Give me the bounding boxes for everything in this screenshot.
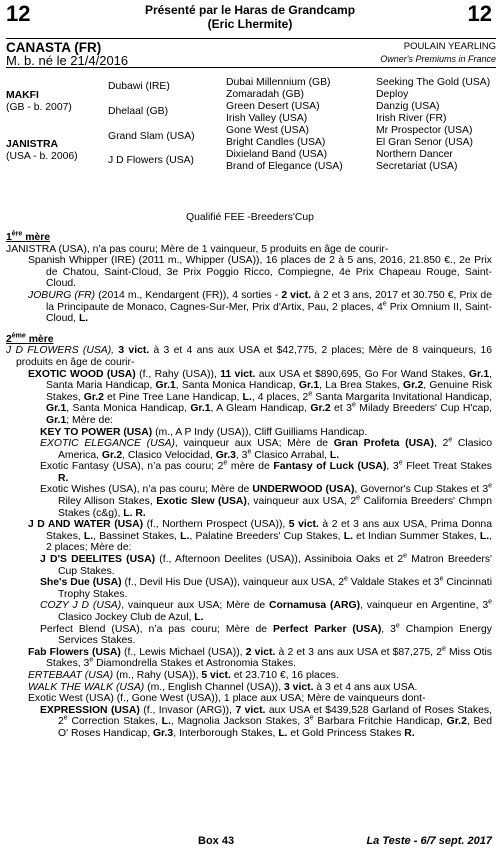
- produce-entry: J D'S DEELITES (USA) (f., Afternoon Deelites (USA)), Assiniboia Oaks et 2e Matron Breeders' Cup Stakes.: [40, 552, 493, 577]
- grandparent: J D Flowers (USA): [108, 155, 195, 166]
- horse-name: CANASTA (FR): [6, 40, 102, 55]
- great-grandparent: Bright Candles (USA): [226, 137, 326, 148]
- great-grandparent: Gone West (USA): [226, 125, 309, 136]
- grandparent: Grand Slam (USA): [108, 131, 195, 142]
- ggg-parent: Mr Prospector (USA): [376, 125, 473, 136]
- horse-birth: M. b. né le 21/4/2016: [6, 53, 129, 68]
- presenter: [80, 3, 420, 31]
- page-footer: [0, 836, 500, 852]
- ggg-parent: Seeking The Gold (USA): [376, 77, 491, 88]
- ggg-parent: Deploy: [376, 89, 409, 100]
- sire-name: MAKFI: [6, 90, 39, 101]
- produce-entry: Perfect Blend (USA), n’a pas couru; Mère de Perfect Parker (USA), 3e Champion Energy Services Stakes.: [40, 622, 493, 647]
- produce-entry: ERTEBAAT (USA) (m., Rahy (USA)), 5 vict. et 23.710 €, 16 places.: [28, 669, 339, 681]
- produce-record: [6, 232, 492, 740]
- ggg-parent: Danzig (USA): [376, 101, 440, 112]
- produce-entry: EXPRESSION (USA) (f., Invasor (ARG)), 7 vict. aux USA et $439,528 Garland of Roses Stakes, 2e Correction Stakes, L., Magnolia Jackson Stakes, 3e Barbara Fritchie Handicap, Gr.2, Bed O' Roses Handicap, Gr.3, Interborough Stakes, L. et Gold Princess Stakes R.: [40, 704, 493, 739]
- produce-entry: Fab Flowers (USA) (f., Lewis Michael (USA)), 2 vict. à 2 et 3 ans aux USA et $87,275, 2e Miss Otis Stakes, 3e Diamondrella Stakes et Astronomia Stakes.: [28, 645, 492, 670]
- produce-entry: Exotic Fantasy (USA), n’a pas couru; 2e mère de Fantasy of Luck (USA), 3e Fleet Treat Stakes R.: [40, 459, 492, 484]
- lot-number-right: 12: [467, 1, 492, 26]
- second-dam-entry: J D FLOWERS (USA), 3 vict. à 3 et 4 ans aux USA et $42,775, 2 places; Mère de 8 vainqueurs, 16 produits en âge de courir-: [6, 345, 492, 368]
- produce-entry: Exotic Wishes (USA), n’a pas couru; Mère de UNDERWOOD (USA), Governor's Cup Stakes et 3e Riley Allison Stakes, Exotic Slew (USA), vainqueur aux USA, 2e California Breeders' Chmpn Stakes (c&g), L. R.: [40, 483, 493, 519]
- dam-info: (USA - b. 2006): [6, 151, 78, 162]
- section-title-second-dam: 2ème mère: [6, 332, 54, 345]
- great-grandparent: Dixieland Band (USA): [226, 149, 328, 160]
- grandparent: Dhelaal (GB): [108, 106, 169, 117]
- grandparent: Dubawi (IRE): [108, 81, 170, 92]
- pedigree-table: [0, 77, 500, 177]
- produce-entry: Exotic West (USA) (f., Gone West (USA)), 1 place aux USA; Mère de vainqueurs dont-: [28, 693, 426, 705]
- horse-sex-label: POULAIN YEARLING: [403, 41, 496, 52]
- produce-entry: She's Due (USA) (f., Devil His Due (USA)), vainqueur aux USA, 2e Valdale Stakes et 3e Cincinnati Trophy Stakes.: [40, 575, 493, 600]
- qualification-line: Qualifié FEE -Breeders'Cup: [186, 212, 314, 223]
- great-grandparent: Green Desert (USA): [226, 101, 320, 112]
- owners-premium-label: Owner's Premiums in France: [380, 54, 496, 64]
- sire-info: (GB - b. 2007): [6, 102, 72, 113]
- horse-name-band: [6, 38, 496, 68]
- presenter-line-1: Présenté par le Haras de Grandcamp: [144, 3, 356, 17]
- ggg-parent: El Gran Senor (USA): [376, 137, 474, 148]
- great-grandparent: Dubai Millennium (GB): [226, 77, 331, 88]
- great-grandparent: Brand of Elegance (USA): [226, 161, 343, 172]
- great-grandparent: Irish Valley (USA): [226, 113, 308, 124]
- produce-entry: Spanish Whipper (IRE) (2011 m., Whipper (USA)), 16 places de 2 à 5 ans, 2016, 21.850 €., 2e Prix de Chatou, Saint-Cloud, 3e Prix Poggio Ricco, Compiegne, 4e Prix Chapeau Rouge, Saint-Cloud.: [28, 255, 492, 290]
- sale-venue-date: La Teste - 6/7 sept. 2017: [366, 835, 492, 847]
- produce-entry: EXOTIC WOOD (USA) (f., Rahy (USA)), 11 vict. aux USA et $890,695, Go For Wand Stakes, Gr.1, Santa Maria Handicap, Gr.1, Santa Monica Handicap, Gr.1, La Brea Stakes, Gr.2, Genuine Risk Stakes, Gr.2 et Pine Tree Lane Handicap, L., 4 places, 2e Santa Margarita Invitational Handicap, Gr.1, Santa Monica Handicap, Gr.1, A Gleam Handicap, Gr.2 et 3e Milady Breeders' Cup H'cap, Gr.1; Mère de:: [28, 368, 493, 426]
- lot-number-left: 12: [6, 1, 31, 26]
- ggg-parent: Northern Dancer: [376, 149, 453, 160]
- presenter-line-2: (Eric Lhermite): [207, 17, 293, 31]
- first-dam-entry: JANISTRA (USA), n’a pas couru; Mère de 1 vainqueur, 5 produits en âge de courir-: [6, 243, 389, 255]
- box-number: Box 43: [198, 835, 235, 847]
- produce-entry: EXOTIC ELEGANCE (USA), vainqueur aux USA; Mère de Gran Profeta (USA), 2e Clasico America, Gr.2, Clasico Velocidad, Gr.3, 3e Clasico Arrabal, L.: [40, 436, 492, 461]
- produce-entry: COZY J D (USA), vainqueur aux USA; Mère de Cornamusa (ARG), vainqueur en Argentine, 3e Clasico Jockey Club de Azul, L.: [40, 598, 492, 623]
- ggg-parent: Secretariat (USA): [376, 161, 458, 172]
- dam-name: JANISTRA: [6, 139, 58, 150]
- produce-entry: WALK THE WALK (USA) (m., English Channel (USA)), 3 vict. à 3 et 4 ans aux USA.: [28, 681, 418, 693]
- produce-entry: KEY TO POWER (USA) (m., A P Indy (USA)), Cliff Guilliams Handicap.: [40, 426, 368, 438]
- great-grandparent: Zomaradah (GB): [226, 89, 304, 100]
- produce-entry: JOBURG (FR) (2014 m., Kendargent (FR)), 4 sorties - 2 vict. à 2 et 3 ans, 2017 et 30.750 €, Prix de la Principaute de Monaco, Cagnes-Sur-Mer, Prix d'Artix, Pau, 2 places, 4e Prix Omnium II, Saint-Cloud, L.: [28, 289, 492, 325]
- ggg-parent: Irish River (FR): [376, 113, 447, 124]
- section-title-first-dam: 1ère mère: [6, 230, 51, 243]
- produce-entry: J D AND WATER (USA) (f., Northern Prospect (USA)), 5 vict. à 2 et 3 ans aux USA, Prima Donna Stakes, L., Bassinet Stakes, L., Palatine Breeders' Cup Stakes, L. et Indian Summer Stakes, L., 2 places; Mère de:: [28, 519, 493, 554]
- lot-header: [0, 2, 500, 38]
